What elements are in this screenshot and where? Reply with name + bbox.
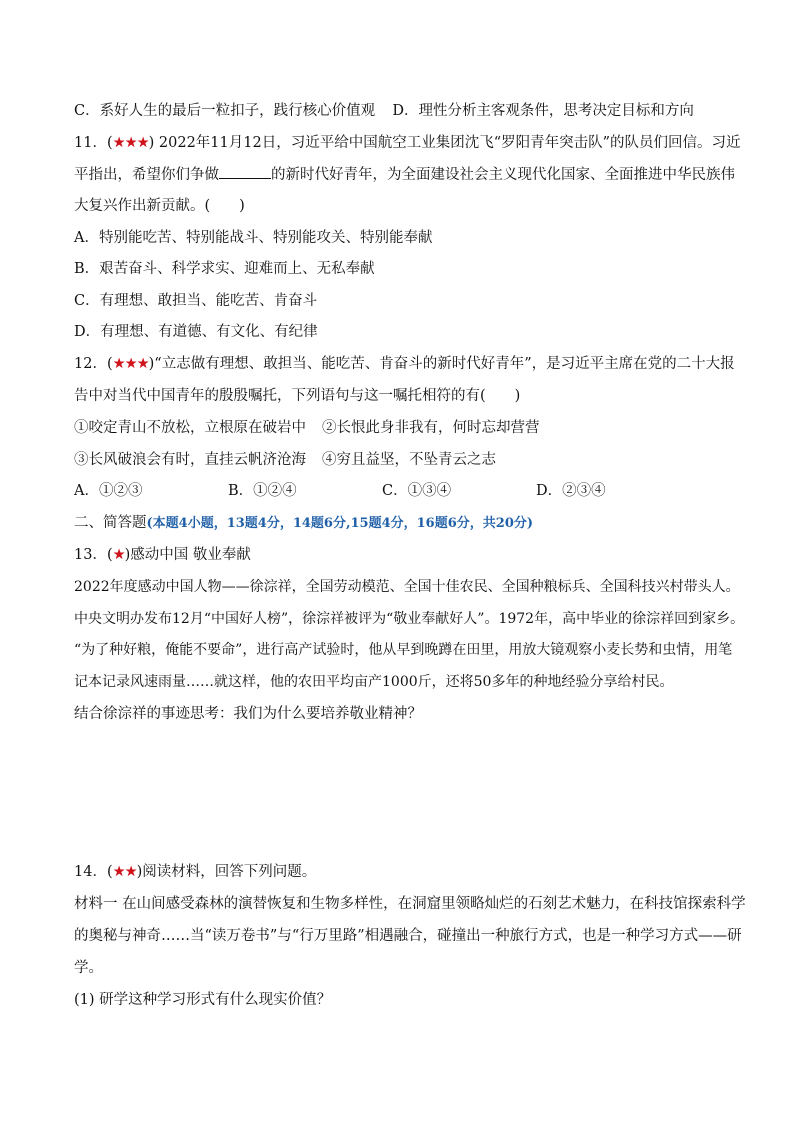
fill-blank xyxy=(219,164,271,179)
q12-stem-line1 xyxy=(74,354,734,374)
q11-option-d: D．有理想、有道德、有文化、有纪律 xyxy=(74,324,318,340)
q12-item-2: ②长恨此身非我有，何时忘却营营 xyxy=(322,420,540,436)
q14-material-line2: 的奥秘与神奇……当“读万卷书”与“行万里路”相遇融合，碰撞出一种旅行方式，也是一种学习方式——研 xyxy=(74,928,742,944)
q11-stem-line2 xyxy=(74,164,734,185)
q12-stem-line2: 告中对当代中国青年的殷殷嘱托，下列语句与这一嘱托相符的有( ) xyxy=(74,388,521,404)
q10-options-cd xyxy=(74,101,734,121)
q12-choice-b: B．①②④ xyxy=(228,483,297,499)
q11-paren-close: ) xyxy=(148,135,155,151)
q13-para-line2: 中央文明办发布12月“中国好人榜”，徐淙祥被评为“敬业奉献好人”。1972年，高中毕业的徐淙祥回到家乡。 xyxy=(74,611,745,627)
q10-option-d: D．理性分析主客观条件，思考决定目标和方向 xyxy=(392,103,694,119)
q13-title: )感动中国 敬业奉献 xyxy=(124,547,251,563)
q11-stem-text2b: 的新时代好青年，为全面建设社会主义现代化国家、全面推进中华民族伟 xyxy=(271,167,735,183)
q11-number: 11．( xyxy=(74,135,113,151)
q11-option-b: B．艰苦奋斗、科学求实、迎难而上、无私奉献 xyxy=(74,261,375,277)
q12-stem-text1: “立志做有理想、敢担当、能吃苦、肯奋斗的新时代好青年”，是习近平主席在党的二十大报 xyxy=(154,356,735,372)
section2-note: (本题4小题，13题4分，14题6分,15题4分，16题6分，共20分) xyxy=(146,516,534,531)
q12-number: 12．( xyxy=(74,356,113,372)
difficulty-stars-icon: ★★ xyxy=(112,864,137,880)
q14-heading xyxy=(74,862,734,882)
q11-stem-line3: 大复兴作出新贡献。( ) xyxy=(74,198,245,214)
section2-title: 二、简答题 xyxy=(74,515,147,531)
q11-stem-line1 xyxy=(74,133,741,153)
q10-option-c: C．系好人生的最后一粒扣子，践行核心价值观 xyxy=(74,103,376,119)
q14-material-line3: 学。 xyxy=(74,960,103,976)
q14-subquestion-1: (1) 研学这种学习形式有什么现实价值？ xyxy=(74,992,332,1008)
difficulty-stars-icon: ★★★ xyxy=(112,135,149,151)
q13-para-line1: 2022年度感动中国人物——徐淙祥，全国劳动模范、全国十佳农民、全国种粮标兵、全国科技兴村带头人。 xyxy=(74,579,740,595)
q11-stem-text1: 2022年11月12日，习近平给中国航空工业集团沈飞“罗阳青年突击队”的队员们回信。习近 xyxy=(158,135,741,151)
q12-choice-c: C．①③④ xyxy=(382,483,452,499)
q14-title: )阅读材料，回答下列问题。 xyxy=(136,864,317,880)
q12-items-row1 xyxy=(74,418,734,438)
q12-item-1: ①咬定青山不放松，立根原在破岩中 xyxy=(74,420,306,436)
q12-choice-a: A．①②③ xyxy=(74,483,143,499)
q12-items-row2 xyxy=(74,450,734,470)
q14-number: 14．( xyxy=(74,864,113,880)
difficulty-star-icon: ★ xyxy=(112,547,125,563)
q13-para-line4: 记本记录风速雨量……就这样，他的农田平均亩产1000斤，还将50多年的种地经验分享给村民。 xyxy=(74,674,674,690)
q12-paren-close: ) xyxy=(148,356,155,372)
q11-stem-text2a: 平指出，希望你们争做 xyxy=(74,167,219,183)
difficulty-stars-icon: ★★★ xyxy=(112,356,149,372)
q13-para-line3: “为了种好粮，俺能不要命”，进行高产试验时，他从早到晚蹲在田里，用放大镜观察小麦长势和虫情，用笔 xyxy=(74,642,733,658)
q12-item-3: ③长风破浪会有时，直挂云帆济沧海 xyxy=(74,452,306,468)
q13-heading xyxy=(74,545,734,565)
q11-option-a: A．特别能吃苦、特别能战斗、特别能攻关、特别能奉献 xyxy=(74,230,433,246)
q12-choice-d: D．②③④ xyxy=(536,483,606,499)
q12-item-4: ④穷且益坚，不坠青云之志 xyxy=(322,452,496,468)
q14-material-line1: 材料一 在山间感受森林的演替恢复和生物多样性，在洞窟里领略灿烂的石刻艺术魅力，在科技馆探索科学 xyxy=(74,896,746,912)
q13-question: 结合徐淙祥的事迹思考：我们为什么要培养敬业精神？ xyxy=(74,706,422,722)
q12-choices xyxy=(74,481,734,501)
q13-number: 13．( xyxy=(74,547,113,563)
q11-option-c: C．有理想、敢担当、能吃苦、肯奋斗 xyxy=(74,293,318,309)
section2-heading xyxy=(74,513,734,534)
